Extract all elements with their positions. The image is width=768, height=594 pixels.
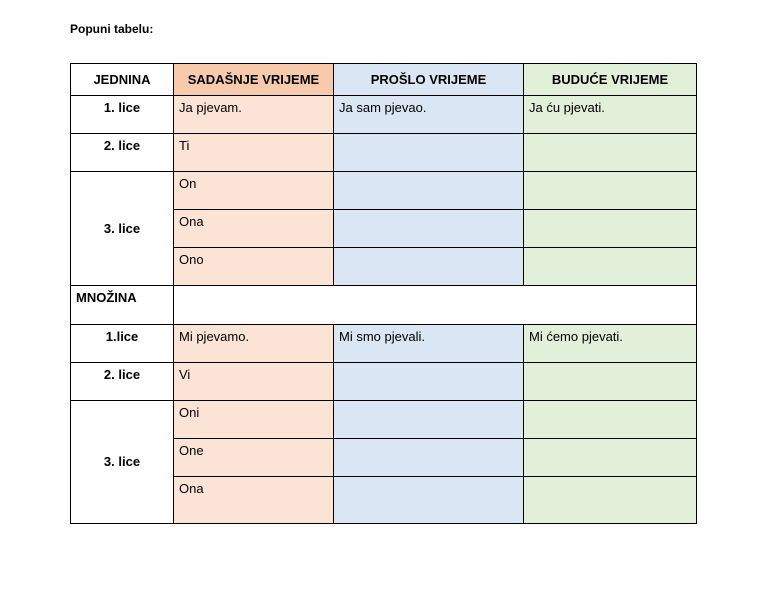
past-cell[interactable]	[334, 134, 524, 172]
person-label: 1.lice	[71, 324, 174, 362]
person-label: 3. lice	[71, 172, 174, 286]
future-cell[interactable]	[524, 476, 697, 523]
present-cell[interactable]: Ono	[174, 248, 334, 286]
past-cell[interactable]	[334, 248, 524, 286]
future-cell[interactable]	[524, 134, 697, 172]
table-row	[71, 400, 697, 438]
past-cell[interactable]	[334, 362, 524, 400]
past-cell[interactable]: Ja sam pjevao.	[334, 96, 524, 134]
future-cell[interactable]	[524, 362, 697, 400]
present-cell[interactable]: Vi	[174, 362, 334, 400]
future-cell[interactable]	[524, 438, 697, 476]
present-cell[interactable]: Ona	[174, 476, 334, 523]
person-label: 2. lice	[71, 362, 174, 400]
present-cell[interactable]: Ona	[174, 210, 334, 248]
person-label: 2. lice	[71, 134, 174, 172]
past-cell[interactable]	[334, 438, 524, 476]
present-cell[interactable]: On	[174, 172, 334, 210]
present-cell[interactable]: Ja pjevam.	[174, 96, 334, 134]
table-row	[71, 134, 697, 172]
header-jednina: JEDNINA	[71, 64, 174, 96]
table-row	[71, 96, 697, 134]
future-cell[interactable]	[524, 210, 697, 248]
past-cell[interactable]	[334, 210, 524, 248]
past-cell[interactable]	[334, 476, 524, 523]
present-cell[interactable]: One	[174, 438, 334, 476]
table-row	[71, 172, 697, 210]
header-row	[71, 64, 697, 96]
header-past: PROŠLO VRIJEME	[334, 64, 524, 96]
person-label: 3. lice	[71, 400, 174, 523]
future-cell[interactable]	[524, 400, 697, 438]
past-cell[interactable]: Mi smo pjevali.	[334, 324, 524, 362]
future-cell[interactable]	[524, 172, 697, 210]
person-label: 1. lice	[71, 96, 174, 134]
past-cell[interactable]	[334, 400, 524, 438]
instruction-text: Popuni tabelu:	[70, 22, 154, 36]
future-cell[interactable]: Mi ćemo pjevati.	[524, 324, 697, 362]
future-cell[interactable]	[524, 248, 697, 286]
present-cell[interactable]: Oni	[174, 400, 334, 438]
future-cell[interactable]: Ja ću pjevati.	[524, 96, 697, 134]
tense-table	[70, 63, 697, 524]
header-present: SADAŠNJE VRIJEME	[174, 64, 334, 96]
table-row	[71, 362, 697, 400]
section-row	[71, 286, 697, 324]
present-cell[interactable]: Mi pjevamo.	[174, 324, 334, 362]
table-row	[71, 324, 697, 362]
past-cell[interactable]	[334, 172, 524, 210]
plural-label: MNOŽINA	[71, 286, 174, 324]
section-gap	[174, 286, 697, 324]
present-cell[interactable]: Ti	[174, 134, 334, 172]
header-future: BUDUĆE VRIJEME	[524, 64, 697, 96]
